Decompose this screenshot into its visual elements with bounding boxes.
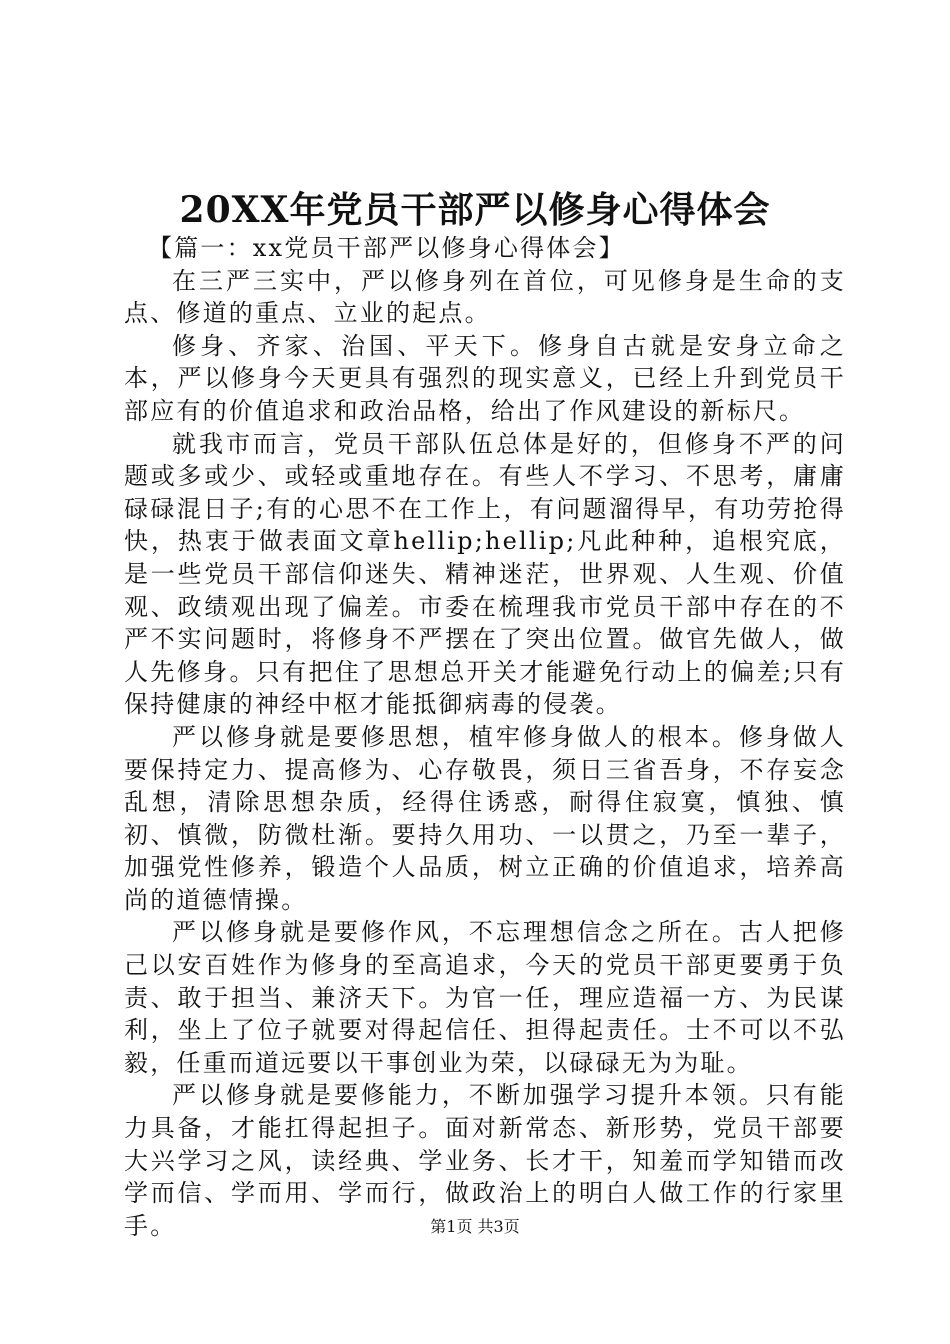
document-title: 20XX年党员干部严以修身心得体会 [179, 189, 771, 231]
section-heading: 【篇一：xx党员干部严以修身心得体会】 [148, 234, 625, 262]
paragraph: 在三严三实中，严以修身列在首位，可见修身是生命的支点、修道的重点、立业的起点。 [124, 266, 846, 328]
paragraph: 就我市而言，党员干部队伍总体是好的，但修身不严的问题或多或少、或轻或重地存在。有些人不学习、不思考，庸庸碌碌混日子;有的心思不在工作上，有问题溜得早，有功劳抢得快，热衷于做表面文章hellip;hellip;凡此种种，追根究底，是一些党员干部信仰迷失、精神迷茫，世界观、人生观、价值观、政绩观出现了偏差。市委在梳理我市党员干部中存在的不严不实问题时，将修身不严摆在了突出位置。做官先做人，做人先修身。只有把住了思想总开关才能避免行动上的偏差;只有保持健康的神经中枢才能抵御病毒的侵袭。 [124, 429, 846, 719]
page-footer: 第1页 共3页 [430, 1217, 520, 1236]
paragraph: 修身、齐家、治国、平天下。修身自古就是安身立命之本，严以修身今天更具有强烈的现实意义，已经上升到党员干部应有的价值追求和政治品格，给出了作风建设的新标尺。 [124, 331, 846, 425]
document-body [124, 232, 846, 1242]
paragraph: 严以修身就是要修能力，不断加强学习提升本领。只有能力具备，才能扛得起担子。面对新常态、新形势，党员干部要大兴学习之风，读经典、学业务、长才干，知羞而学知错而改学而信、学而用、学而行，做政治上的明白人做工作的行家里手。 [124, 1081, 846, 1240]
paragraph: 严以修身就是要修作风，不忘理想信念之所在。古人把修己以安百姓作为修身的至高追求，今天的党员干部更要勇于负责、敢于担当、兼济天下。为官一任，理应造福一方、为民谋利，坐上了位子就要对得起信任、担得起责任。士不可以不弘毅，任重而道远要以干事创业为荣，以碌碌无为为耻。 [124, 918, 846, 1077]
paragraph: 严以修身就是要修思想，植牢修身做人的根本。修身做人要保持定力、提高修为、心存敬畏，须日三省吾身，不存妄念乱想，清除思想杂质，经得住诱惑，耐得住寂寞，慎独、慎初、慎微，防微杜渐。要持久用功、一以贯之，乃至一辈子，加强党性修养，锻造个人品质，树立正确的价值追求，培养高尚的道德情操。 [124, 722, 846, 914]
